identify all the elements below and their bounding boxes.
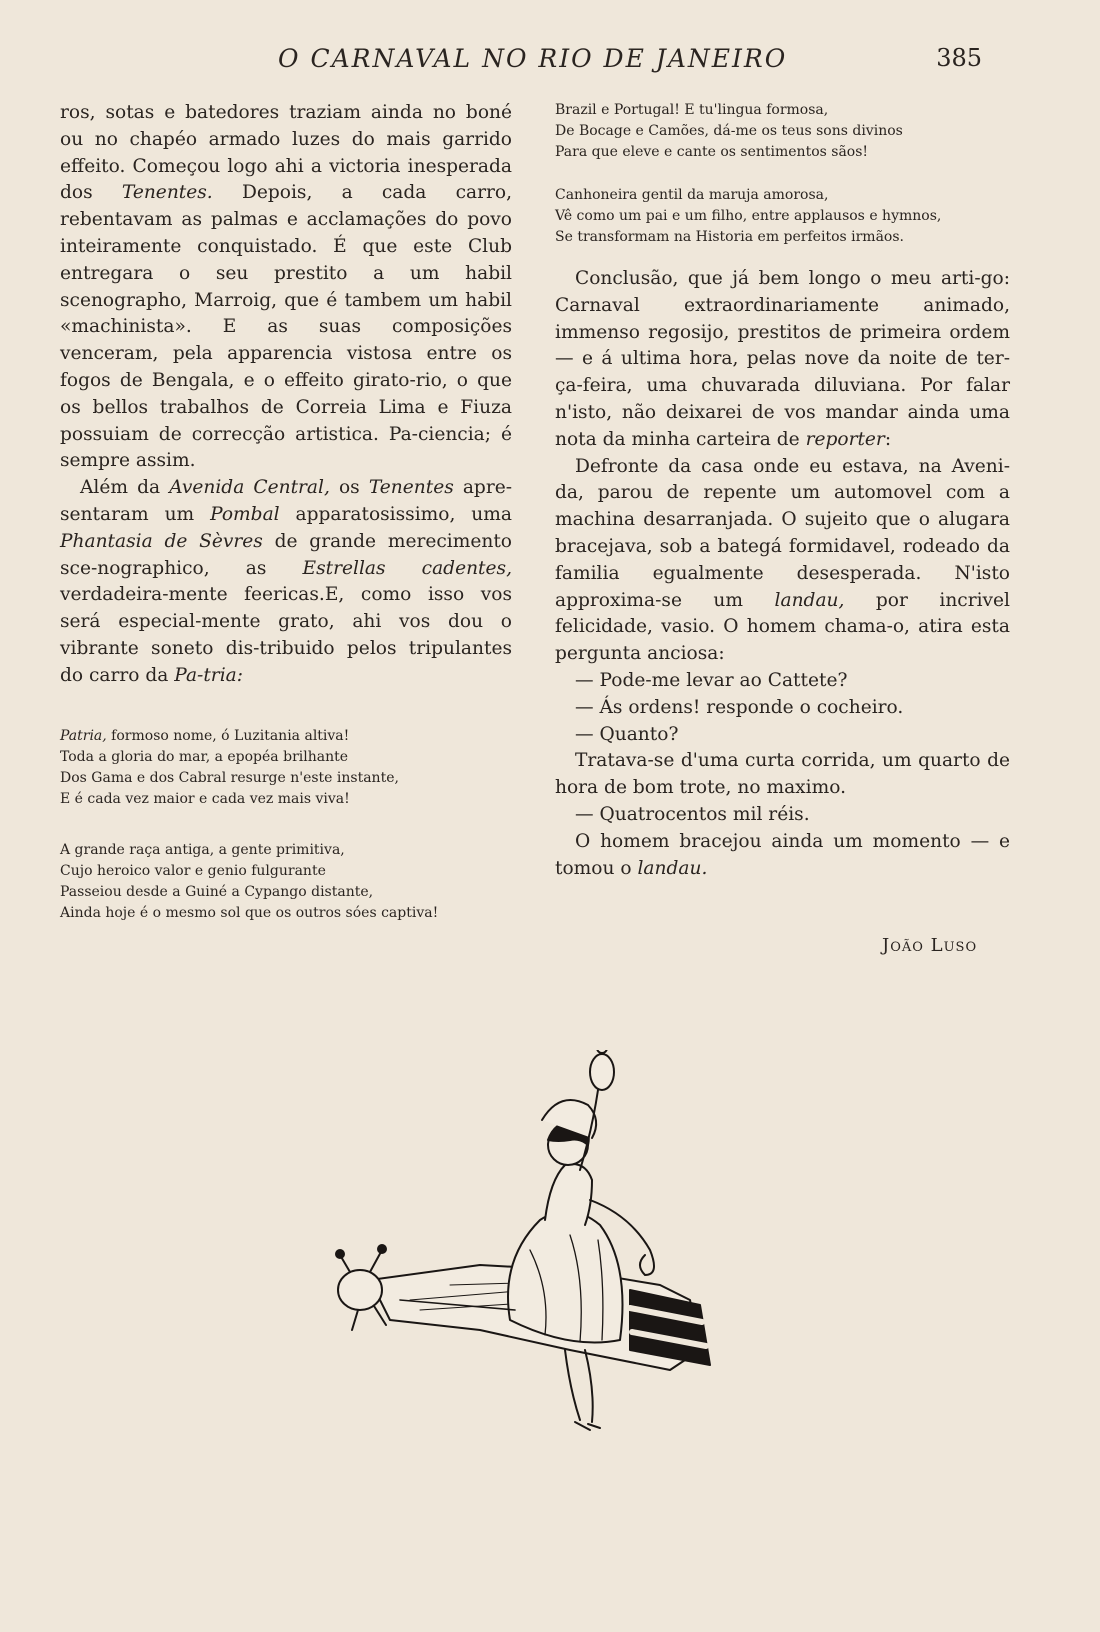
dialog-line: — Quatrocentos mil réis. bbox=[575, 803, 810, 825]
verse-line: Se transformam na Historia em perfeitos irmãos. bbox=[555, 229, 904, 245]
verse-line: A grande raça antiga, a gente primitiva, bbox=[60, 841, 345, 858]
text-run: O homem bracejou ainda um momento — e tomou o bbox=[555, 830, 1010, 879]
page-number: 385 bbox=[936, 44, 982, 72]
text-run: os bbox=[329, 477, 369, 499]
dialog-block bbox=[555, 668, 1010, 748]
verse-line bbox=[60, 726, 512, 747]
verse-line: Para que eleve e cante os sentimentos sãos! bbox=[555, 144, 869, 160]
text-run-italic: Tenentes. bbox=[121, 182, 213, 204]
text-run: por incrivel felicidade, vasio. O homem chama-o, atira esta pergunta anciosa: bbox=[555, 589, 1010, 665]
sonnet-stanza-3 bbox=[555, 100, 1010, 163]
paragraph-2 bbox=[60, 475, 512, 689]
text-run-italic: Patria, bbox=[60, 727, 107, 744]
right-column bbox=[555, 100, 1010, 882]
dialog-line: — Pode-me levar ao Cattete? bbox=[575, 669, 848, 691]
verse-line: Canhoneira gentil da maruja amorosa, bbox=[555, 187, 829, 203]
text-run-italic: Estrellas cadentes, bbox=[302, 557, 512, 579]
text-run: verdadeira-mente feericas.E, como isso vos será especial-mente grato, ahi vos dou o vibrante soneto dis-tribuido pelos tripulantes do carro da bbox=[60, 584, 512, 686]
text-run-italic: Pombal bbox=[210, 503, 280, 525]
text-run-italic: Avenida Central, bbox=[169, 477, 330, 499]
page-header bbox=[60, 44, 990, 84]
text-run: apre-sentaram um bbox=[60, 477, 513, 525]
carnival-woman-riding-champagne-bottle-illustration bbox=[330, 1050, 750, 1550]
verse-line: Toda a gloria do mar, a epopéa brilhante bbox=[60, 748, 349, 765]
verse-line: Dos Gama e dos Cabral resurge n'este instante, bbox=[60, 769, 399, 786]
text-run: de grande merecimento sce-nographico, as bbox=[60, 530, 512, 579]
paragraph-6 bbox=[555, 829, 1010, 883]
text-run: apparatosissimo, uma bbox=[279, 503, 512, 525]
sonnet-stanza-4 bbox=[555, 185, 1010, 248]
text-run: ros, sotas e batedores traziam ainda no boné ou no chapéo armado luzes do mais garrido effeito. Começou logo ahi a victoria inesperada dos bbox=[60, 102, 512, 204]
verse-line: Passeiou desde a Guiné a Cypango distante, bbox=[60, 883, 374, 900]
paragraph-5: Tratava-se d'uma curta corrida, um quarto de hora de bom trote, no maximo. bbox=[555, 750, 1010, 799]
verse-line: Cujo heroico valor e genio fulgurante bbox=[60, 862, 326, 879]
paragraph-3 bbox=[555, 266, 1010, 454]
verse-line: E é cada vez maior e cada vez mais viva! bbox=[60, 790, 350, 807]
text-run-italic: reporter bbox=[805, 428, 885, 450]
text-run-italic: landau, bbox=[774, 589, 845, 611]
dialog-line: — Quanto? bbox=[575, 723, 679, 745]
left-column bbox=[60, 100, 512, 944]
text-run-italic: Pa-tria: bbox=[174, 664, 243, 686]
verse-line: Vê como um pai e um filho, entre applausos e hymnos, bbox=[555, 208, 942, 224]
verse-line: Brazil e Portugal! E tu'lingua formosa, bbox=[555, 102, 829, 118]
text-run: : bbox=[884, 428, 892, 450]
text-run: formoso nome, ó Luzitania altiva! bbox=[106, 727, 350, 744]
text-run-italic: Phantasia de Sèvres bbox=[60, 530, 263, 552]
text-run-italic: Tenentes bbox=[368, 477, 454, 499]
verse-line: De Bocage e Camões, dá-me os teus sons divinos bbox=[555, 123, 903, 139]
text-run: Depois, a cada carro, rebentavam as palmas e acclamações do povo inteiramente conquistado. É que este Club entregara o seu prestito a um habil scenographo, Marroig, que é tambem um habil «machinista». E as suas composições venceram, pela apparencia vistosa entre os fogos de Bengala, e o effeito girato-rio, o que os bellos trabalhos de Correia Lima e Fiuza possuiam de correcção artistica. Pa-ciencia; é sempre assim. bbox=[60, 182, 512, 472]
sonnet-stanza-1 bbox=[60, 726, 512, 810]
dialog-block-2 bbox=[555, 802, 1010, 829]
text-run-italic: landau. bbox=[637, 857, 708, 879]
paragraph-1 bbox=[60, 100, 512, 475]
running-title: O CARNAVAL NO RIO DE JANEIRO bbox=[278, 44, 788, 73]
paragraph-4 bbox=[555, 454, 1010, 668]
dialog-line: — Ás ordens! responde o cocheiro. bbox=[575, 696, 904, 718]
verse-line: Ainda hoje é o mesmo sol que os outros sóes captiva! bbox=[60, 904, 439, 921]
author-signature: João Luso bbox=[882, 935, 978, 956]
sonnet-stanza-2 bbox=[60, 840, 512, 924]
text-run: Defronte da casa onde eu estava, na Aveni-da, parou de repente um automovel com a machina desarranjada. O sujeito que o alugara bracejava, sob a bategá formidavel, rodeado da familia egualmente desesperada. N'isto approxima-se um bbox=[555, 455, 1010, 611]
text-run: Além da bbox=[80, 477, 170, 499]
text-run: Conclusão, que já bem longo o meu arti-go: Carnaval extraordinariamente animado, immenso regosijo, prestitos de primeira ordem — e á ultima hora, pelas nove da noite de ter-ça-feira, uma chuvarada diluviana. Por falar n'isto, não deixarei de vos mandar ainda uma nota da minha carteira de bbox=[555, 268, 1010, 450]
